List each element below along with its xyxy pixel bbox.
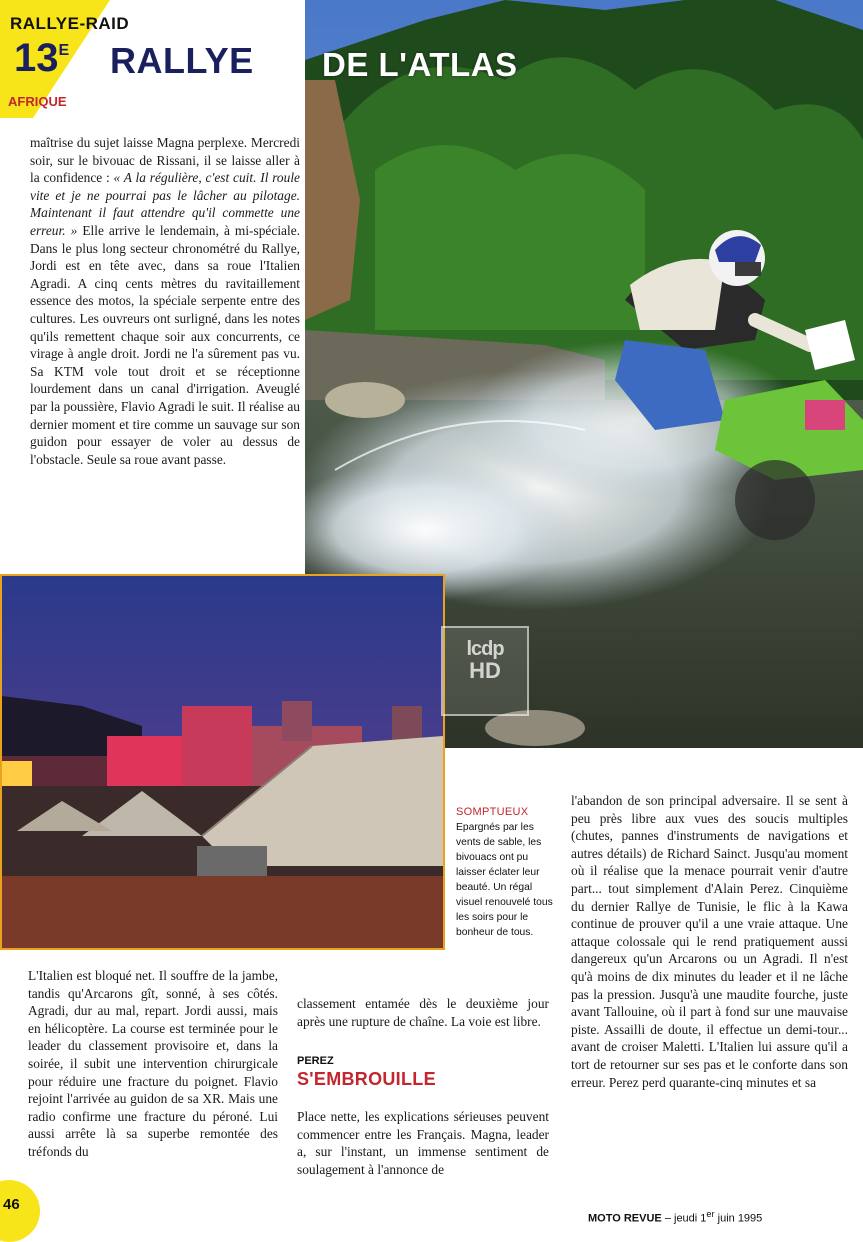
column-right-text: l'abandon de son principal adversaire. Il se sent à peu près libre aux vues des soucis multiples (chutes, pannes d'instruments de navigations et autres détails) de Richard Sainct. Jusqu'au moment où il réalise que la menace pourrait venir d'autre part... tout simplement d'Alain Perez. Cinquième du dernier Rallye de Tunisie, le flic à la Kawa continue de prouver qu'il a une vraie attaque. Une attaque colossale qui le rend pratiquement aussi dangereux qu'un Arcarons ou un Agradi. Il n'est qu'à moins de dix minutes du leader et il ne lâche pas la pression. Jusqu'à une maudite fourche, juste avant Tallouine, où il part à fond sur une mauvaise piste. Assailli de doute, il effectue un demi-tour... avant de croiser Maletti. L'Italien lui assure qu'il a tort de retourner sur ses pas et le conforte dans son erreur. Perez perd quarante-cinq minutes et sa xyxy=(571,793,848,1090)
edition-number-value: 13 xyxy=(14,36,59,80)
rubric-label: RALLYE-RAID xyxy=(10,14,130,33)
footer-credit xyxy=(588,1209,762,1225)
edition-number-suffix: E xyxy=(58,42,70,59)
issue-date-sup: er xyxy=(706,1209,715,1219)
section-kicker: PEREZ xyxy=(297,1055,334,1067)
column-middle-top-text: classement entamée dès le deuxième jour après une rupture de chaîne. La voie est libre. xyxy=(297,996,549,1029)
magazine-name: MOTO REVUE xyxy=(588,1212,662,1225)
column-middle-top xyxy=(297,995,549,1030)
paragraph-intro: maîtrise du sujet laisse Magna perplexe. Mercredi soir, sur le bivouac de Rissani, il se laisse aller à la confidence : xyxy=(30,135,300,186)
page-number: 46 xyxy=(3,1196,20,1213)
photo-caption xyxy=(456,805,560,940)
column-left-top xyxy=(30,134,300,468)
issue-date-part1: – jeudi 1 xyxy=(661,1212,707,1225)
quote-magna: « A la régulière, c'est cuit. Il roule vite et je ne pourrai pas le lâcher au pilotage. Maintenant il faut attendre qu'il commette une erreur. » xyxy=(30,170,300,238)
caption-heading: SOMPTUEUX xyxy=(456,806,529,818)
watermark-logo xyxy=(441,626,529,716)
edition-number xyxy=(14,36,69,81)
watermark-line1: lcdp xyxy=(466,638,504,660)
headline-left: RALLYE xyxy=(110,40,254,81)
region-label: AFRIQUE xyxy=(8,94,67,109)
section-subhead: S'EMBROUILLE xyxy=(297,1069,436,1089)
issue-date-part2: juin 1995 xyxy=(714,1212,763,1225)
photo-bivouac-night xyxy=(0,574,445,950)
column-left-bottom-text: L'Italien est bloqué net. Il souffre de la jambe, tandis qu'Arcarons gît, sonné, à ses côtés. Agradi, dur au mal, repart. Jordi aussi, mais en hélicoptère. La course est terminée pour le leader du classement provisoire et, dans la soirée, il subit une intervention chirurgicale pour réduire une fracture du poignet. Flavio rejoint l'arrivée au guidon de sa XR. Mais une radio confirme une fracture du péroné. Lui aussi arrête là sa superbe remontée des tréfonds du xyxy=(28,968,278,1159)
headline-right: DE L'ATLAS xyxy=(322,46,518,83)
caption-text: Epargnés par les vents de sable, les bivouacs ont pu laisser éclater leur beauté. Un régal visuel renouvelé tous les soirs pour le bonheur de tous. xyxy=(456,822,553,938)
column-left-bottom xyxy=(28,967,278,1161)
column-left-top-text xyxy=(30,134,300,468)
column-right xyxy=(571,792,848,1091)
column-middle-bottom-text: Place nette, les explications sérieuses peuvent commencer entre les Français. Magna, leader a, sur l'instant, un immense sentiment de soulagement à l'annonce de xyxy=(297,1109,549,1177)
column-middle-bottom xyxy=(297,1108,549,1178)
paragraph-continuation: Elle arrive le lendemain, à mi-spéciale. Dans le plus long secteur chronométré du Rallye, Jordi est en tête avec, dans sa roue l'Italien Agradi. A cinq cents mètres du ravitaillement essence des motos, la spéciale serpente entre des cultures. Les ouvreurs ont surligné, dans les notes qu'ils remettent chaque soir aux concurrents, ce virage à angle droit. Jordi ne l'a sûrement pas vu. Sa KTM vole tout droit et se réceptionne lourdement dans un canal d'irrigation. Aveuglé par la poussière, Flavio Agradi le suit. Il réalise au dernier moment et tire comme un sauvage sur son guidon pour essayer de voler au dessus de l'obstacle. Seule sa roue avant passe. xyxy=(30,222,300,467)
watermark-line2: HD xyxy=(469,658,501,683)
